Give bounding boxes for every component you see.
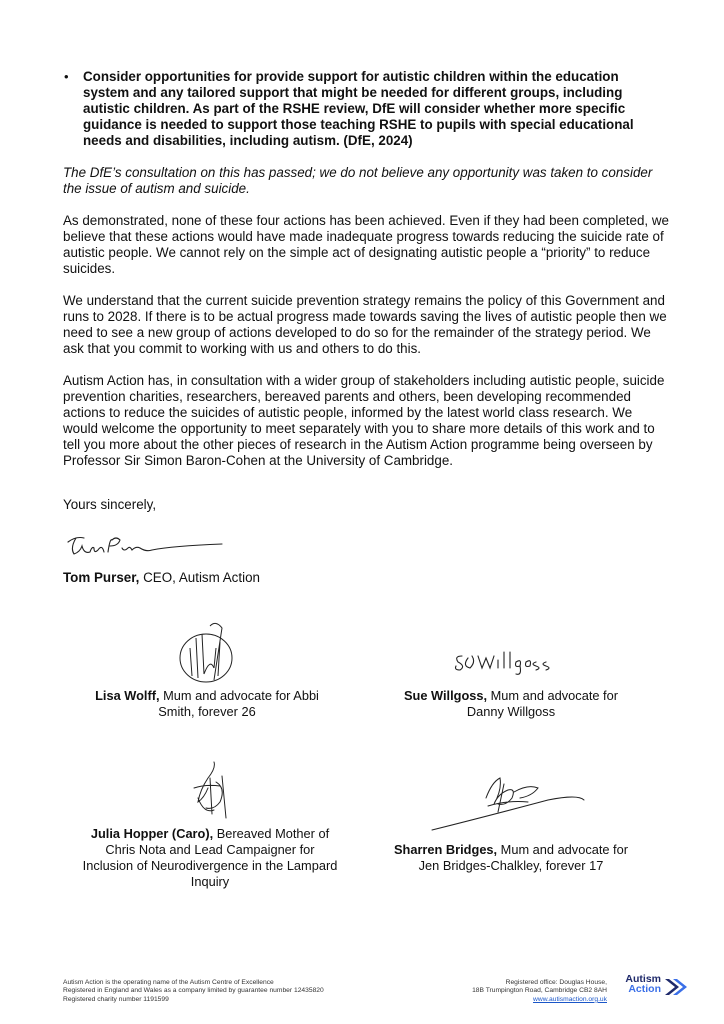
signatory-name: Lisa Wolff, — [95, 688, 160, 703]
paragraph-actions: As demonstrated, none of these four actions has been achieved. Even if they had been completed, we believe that these actions would have made inadequate progress towards reducing the suicide rate of autistic people. We cannot rely on the simple act of designating autistic people a “priority” to reduce suicides. — [63, 213, 669, 276]
signatory-tom — [63, 570, 260, 586]
paragraph-autism-action: Autism Action has, in consultation with a wider group of stakeholders including autistic people, suicide prevention charities, researchers, bereaved parents and others, been developing recommended actions to reduce the suicides of autistic people, informed by the latest world class research. We would welcome the opportunity to meet separately with you to share more details of this work and to tell you more about the other pieces of research in the Autism Action programme being overseen by Professor Sir Simon Baron-Cohen at the University of Cambridge. — [63, 373, 665, 468]
closing-line: Yours sincerely, — [63, 497, 157, 512]
chevron-arrows-icon — [663, 977, 689, 997]
bullet-item — [64, 69, 664, 149]
signatory-role: Mum and advocate for Jen Bridges-Chalkley, forever 17 — [418, 842, 628, 873]
signatory-name: Sharren Bridges, — [393, 842, 498, 857]
signatory-lisa — [84, 688, 330, 720]
signatory-role: CEO, Autism Action — [139, 570, 260, 585]
julia-hopper-signature — [186, 758, 236, 820]
footer-right-line: Registered office: Douglas House, — [505, 979, 607, 986]
signatory-name: Julia Hopper (Caro), — [90, 826, 214, 841]
paragraph-strategy: We understand that the current suicide prevention strategy remains the policy of this Government and runs to 2028. If there is to be actual progress made towards saving the lives of autistic people then we need to see a new group of actions developed to do so for the remainder of the strategy period. We ask that you commit to working with us and others to do this. — [63, 293, 667, 356]
lisa-wolff-signature — [170, 618, 242, 688]
signatory-role: Mum and advocate for Abbi Smith, forever 26 — [158, 688, 319, 719]
signatory-name: Sue Willgoss, — [404, 688, 488, 703]
website-link[interactable]: www.autismaction.org.uk — [533, 995, 607, 1003]
bullet-marker: • — [64, 69, 69, 84]
bullet-text: Consider opportunities for provide support for autistic children within the education system and any tailored support that might be needed for different groups, including autistic children. As part of the RSHE review, DfE will consider whether more specific guidance is needed to support those teaching RSHE to pupils with special educational needs and disabilities, including autism. (DfE, 2024) — [83, 69, 634, 148]
signatory-name: Tom Purser, — [63, 570, 140, 585]
signatory-sharren — [388, 842, 634, 874]
signatory-role: Mum and advocate for Danny Willgoss — [466, 688, 618, 719]
footer-left-line: Registered in England and Wales as a company limited by guarantee number 12435820 — [63, 987, 324, 995]
paragraph-consultation: The DfE’s consultation on this has passed; we do not believe any opportunity was taken to consider the issue of autism and suicide. — [63, 165, 653, 196]
footer-legal — [63, 979, 324, 1004]
signatory-sue — [388, 688, 634, 720]
signatory-role: Bereaved Mother of Chris Nota and Lead Campaigner for Inclusion of Neurodivergence in the Lampard Inquiry — [82, 826, 338, 889]
tom-purser-signature — [62, 528, 232, 560]
sharren-bridges-signature — [428, 770, 588, 834]
footer-address — [472, 979, 607, 1004]
logo-text — [619, 974, 661, 994]
logo-line-autism: Autism — [625, 973, 661, 985]
signatory-julia — [82, 826, 338, 890]
footer-right-line: 18B Trumpington Road, Cambridge CB2 8AH — [472, 987, 607, 995]
footer-left-line: Registered charity number 1191599 — [63, 995, 169, 1003]
sue-willgoss-signature — [452, 648, 564, 678]
autism-action-logo — [619, 974, 691, 1000]
logo-line-action: Action — [628, 983, 661, 995]
footer-left-line: Autism Action is the operating name of the Autism Centre of Excellence — [63, 979, 274, 986]
